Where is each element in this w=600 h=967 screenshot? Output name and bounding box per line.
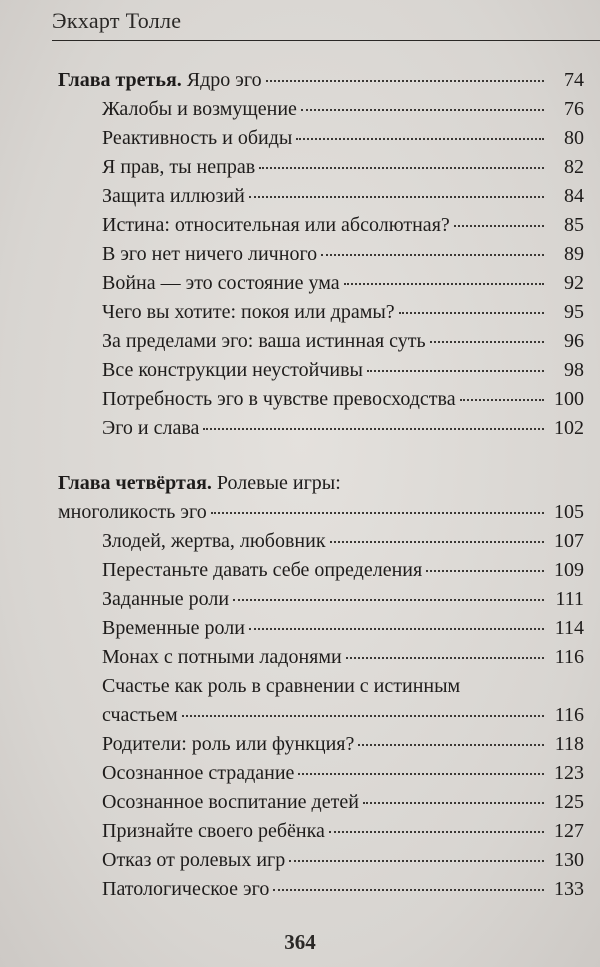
toc-entry-page: 76 [564,98,584,120]
running-header-author: Экхарт Толле [52,8,182,33]
toc-entry [58,875,584,904]
toc-entry-page: 96 [564,330,584,352]
toc-entry-page: 116 [554,646,584,668]
toc-entry [58,356,584,385]
table-of-contents [58,66,584,930]
dot-leader [203,428,544,430]
dot-leader [430,341,544,343]
toc-entry-title: Осознанное воспитание детей [102,791,359,813]
dot-leader [301,109,544,111]
toc-entry [58,527,584,556]
toc-entry [58,182,584,211]
toc-entry-page: 82 [564,156,584,178]
dot-leader [233,599,544,601]
toc-entry-page: 116 [554,704,584,726]
dot-leader [249,196,544,198]
toc-entry [58,327,584,356]
chapter-4-title-line1: Ролевые игры: [211,472,341,494]
toc-entry-page: 130 [554,849,584,871]
toc-entry-title: Монах с потными ладонями [102,646,342,668]
toc-entry-page: 84 [564,185,584,207]
toc-entry-page: 107 [554,530,584,552]
toc-entry-title: Война — это состояние ума [102,272,340,294]
toc-entry-title: счастьем [102,704,178,726]
toc-entry-page: 114 [554,617,584,639]
toc-entry-title: Отказ от ролевых игр [102,849,286,871]
dot-leader [182,715,544,717]
toc-entry [58,385,584,414]
toc-entry [58,556,584,585]
toc-entry-page: 92 [564,272,584,294]
toc-entry-page: 125 [554,791,584,813]
toc-entry-page: 100 [554,388,584,410]
toc-entry [58,730,584,759]
page-number: 364 [284,930,316,954]
toc-entry-page: 133 [554,878,584,900]
toc-entry [58,269,584,298]
dot-leader [454,225,544,227]
toc-entry-title: Чего вы хотите: покоя или драмы? [102,301,395,323]
dot-leader [346,657,544,659]
toc-entry-page: 89 [564,243,584,265]
dot-leader [460,399,544,401]
toc-entry [58,211,584,240]
toc-entry-title: Защита иллюзий [102,185,245,207]
toc-entry [58,153,584,182]
toc-entry-title: Эго и слава [102,417,200,439]
chapter-4-page: 105 [554,501,584,523]
dot-leader [321,254,544,256]
dot-leader [399,312,544,314]
toc-entry-title: Злодей, жертва, любовник [102,530,326,552]
toc-entry-title: Родители: роль или функция? [102,733,355,755]
dot-leader [330,541,544,543]
dot-leader [344,283,544,285]
toc-entry-wrapped-line2 [58,701,584,730]
toc-entry [58,240,584,269]
dot-leader [249,628,544,630]
toc-entry-page: 111 [555,588,584,610]
toc-entry-title: Временные роли [102,617,245,639]
toc-entry-title: Патологическое эго [102,878,270,900]
toc-entry-page: 102 [554,417,584,439]
toc-entry-page: 95 [564,301,584,323]
toc-entry [58,414,584,443]
toc-entry-title: Признайте своего ребёнка [102,820,325,842]
toc-entry-page: 127 [554,820,584,842]
toc-entry-title: Реактивность и обиды [102,127,293,149]
toc-entry [58,585,584,614]
toc-entry-title: Перестаньте давать себе определения [102,559,423,581]
toc-entry [58,788,584,817]
toc-entry-page: 98 [564,359,584,381]
toc-entry [58,298,584,327]
toc-entry-page: 80 [564,127,584,149]
toc-entry-title: Я прав, ты неправ [102,156,256,178]
toc-entry-title: Потребность эго в чувстве превосходства [102,388,456,410]
dot-leader [273,889,544,891]
dot-leader [298,773,544,775]
toc-entry [58,846,584,875]
dot-leader [329,831,544,833]
chapter-4-section [58,469,584,904]
chapter-3-section [58,66,584,443]
dot-leader [358,744,544,746]
dot-leader [211,512,544,514]
dot-leader [426,570,544,572]
chapter-3-title: Ядро эго [181,69,262,91]
header-divider [52,40,600,41]
toc-entry [58,124,584,153]
dot-leader [266,80,544,82]
chapter-4-heading [58,469,584,498]
chapter-3-label: Глава третья. [58,69,182,91]
toc-entry-page: 109 [554,559,584,581]
toc-entry-title: За пределами эго: ваша истинная суть [102,330,426,352]
dot-leader [367,370,544,372]
dot-leader [289,860,544,862]
chapter-4-label: Глава четвёртая. [58,472,212,494]
toc-entry-page: 123 [554,762,584,784]
toc-entry [58,643,584,672]
toc-entry [58,817,584,846]
toc-entry-title: Все конструкции неустойчивы [102,359,363,381]
toc-entry-page: 85 [564,214,584,236]
toc-entry-title: Осознанное страдание [102,762,295,784]
toc-entry-page: 118 [554,733,584,755]
toc-entry [58,614,584,643]
toc-entry-title: Жалобы и возмущение [102,98,297,120]
toc-entry-wrapped-line1: Счастье как роль в сравнении с истинным [102,675,461,697]
toc-entry-title: Истина: относительная или абсолютная? [102,214,450,236]
dot-leader [259,167,544,169]
dot-leader [296,138,544,140]
toc-entry-title: В эго нет ничего личного [102,243,318,265]
toc-entry [58,759,584,788]
chapter-3-page: 74 [564,69,584,91]
dot-leader [363,802,544,804]
chapter-3-heading [58,66,584,95]
toc-entry-title: Заданные роли [102,588,230,610]
chapter-4-heading-line2 [58,498,584,527]
toc-entry [58,95,584,124]
chapter-4-title-line2: многоликость эго [58,501,207,523]
